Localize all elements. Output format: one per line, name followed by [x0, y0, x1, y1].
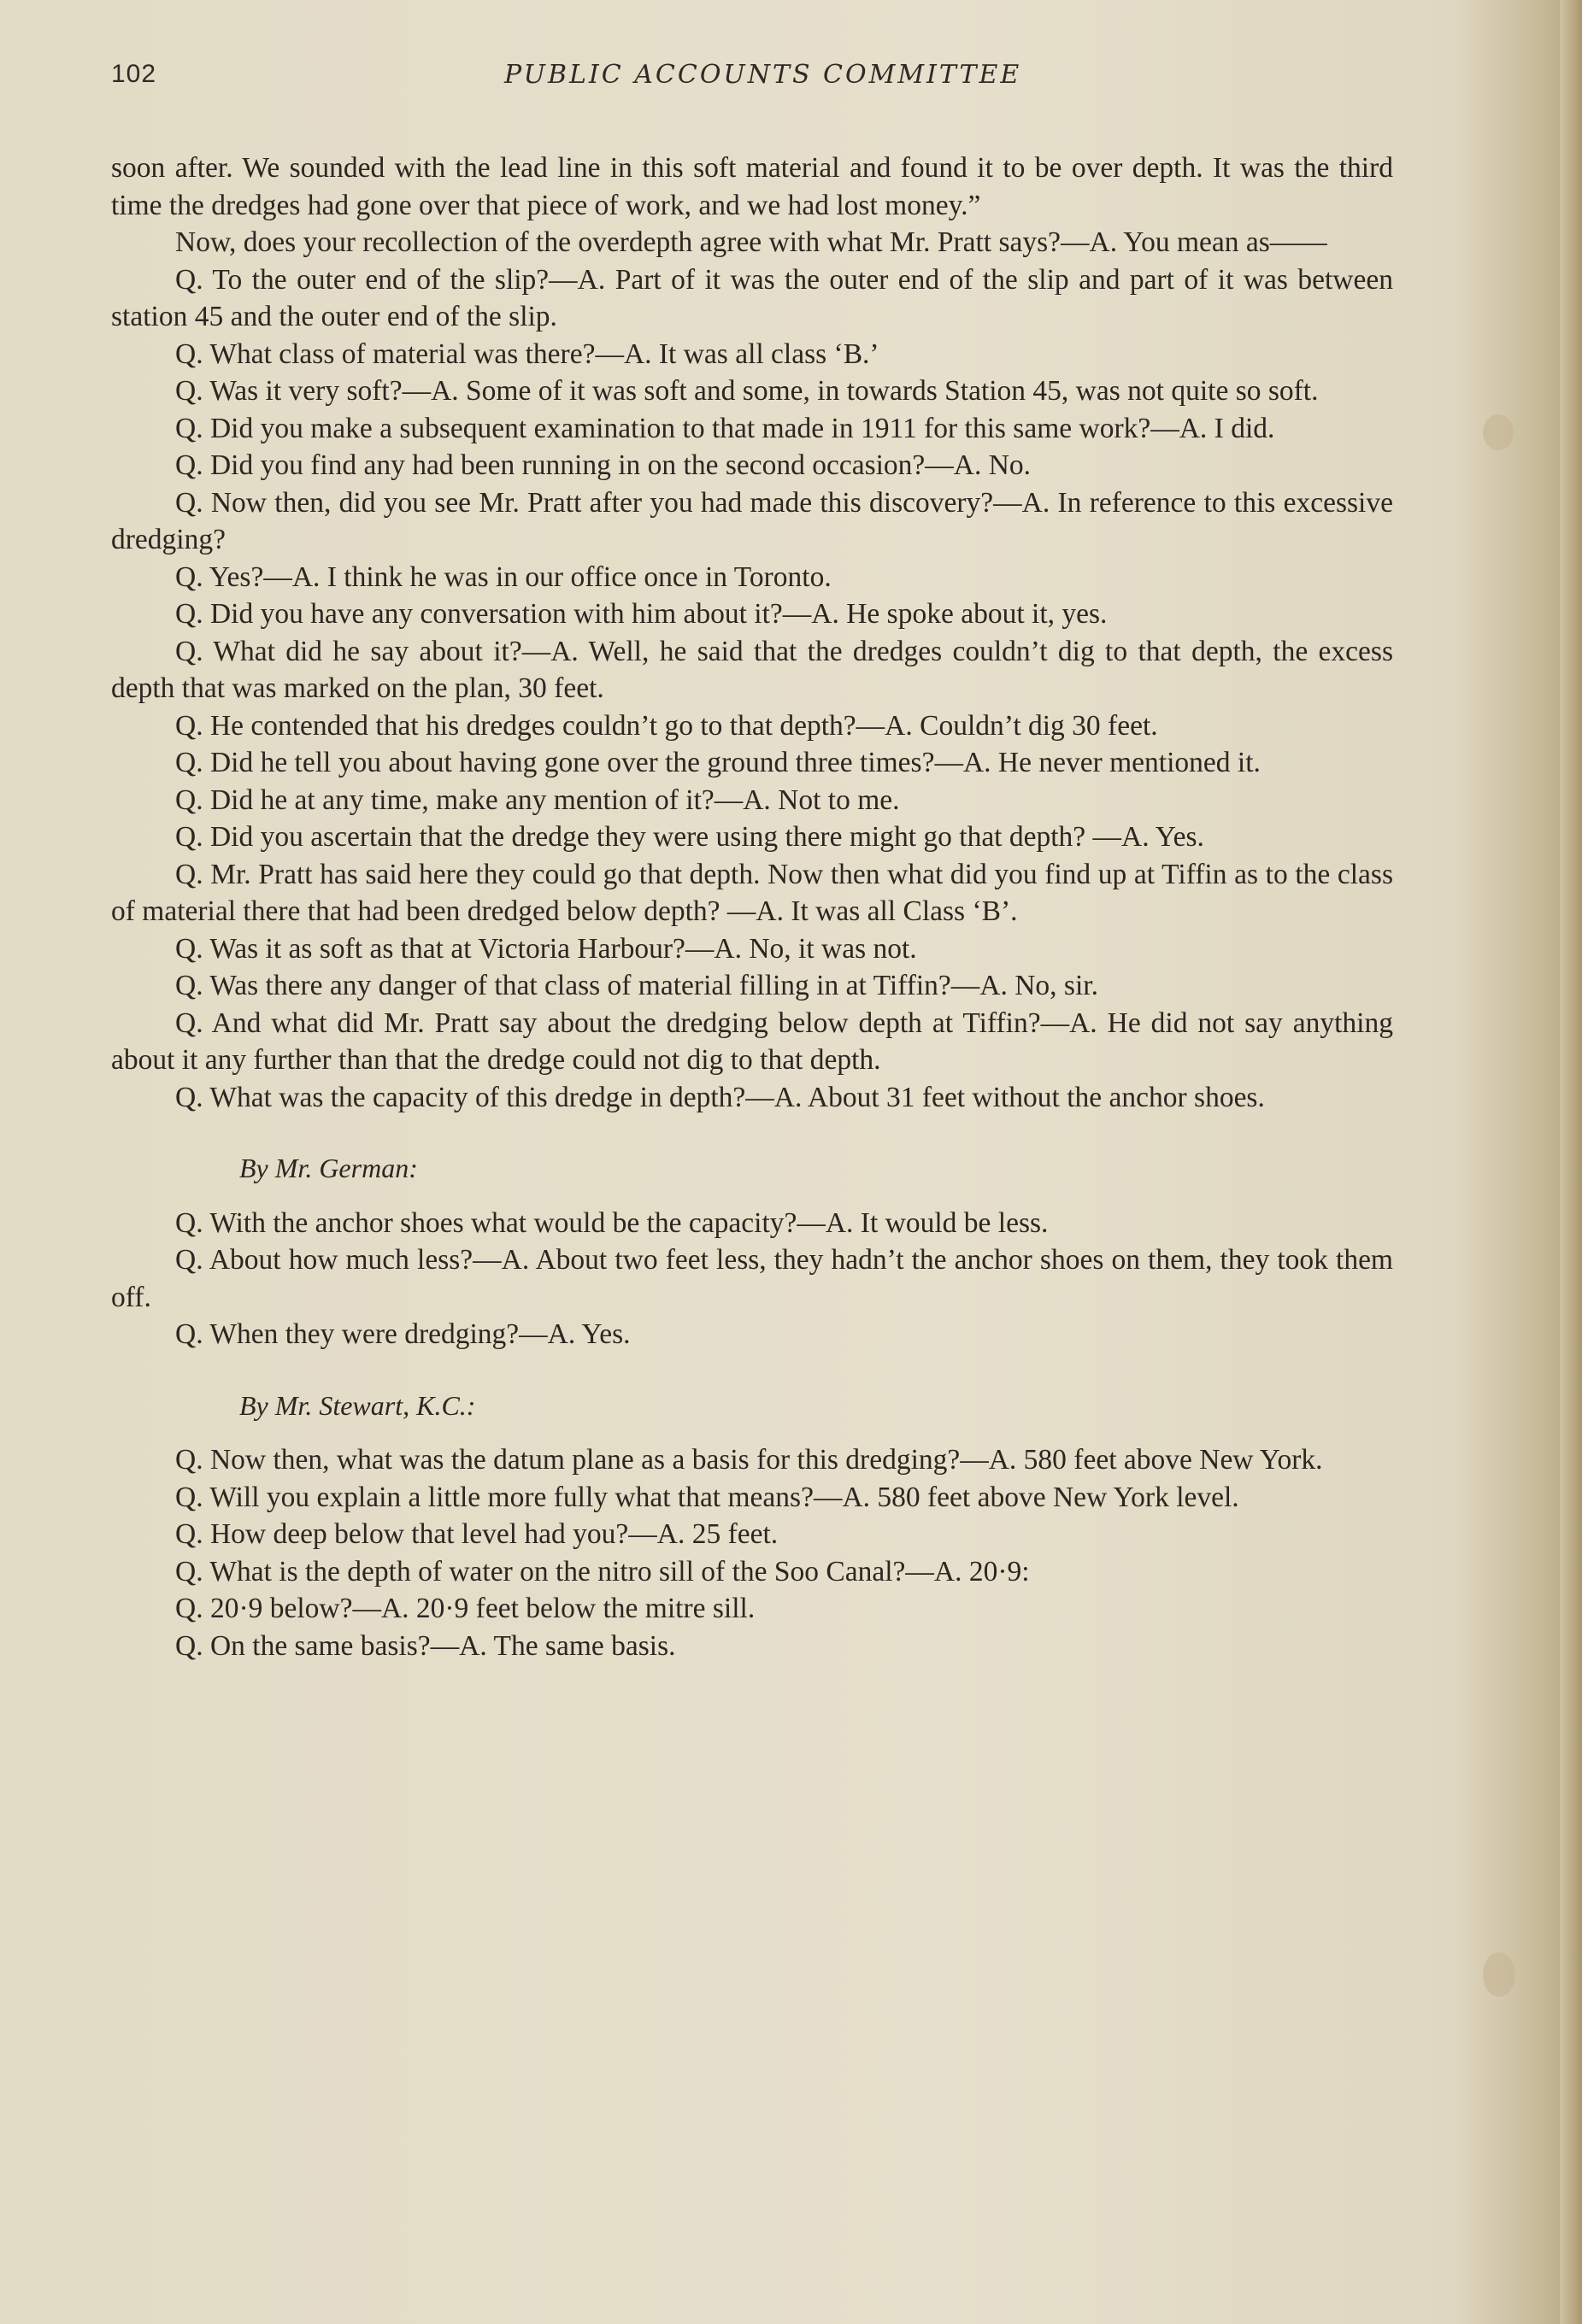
transcript-paragraph: soon after. We sounded with the lead line in this soft material and found it to be over depth. It was the third time the dredges had gone over that piece of work, and we had lost money.”	[111, 152, 1393, 221]
transcript-paragraph: Q. What did he say about it?—A. Well, he said that the dredges couldn’t dig to that depth, the excess depth that was marked on the plan, 30 feet.	[111, 635, 1393, 704]
margin-stain	[1483, 414, 1514, 450]
transcript-paragraph: Q. Did he tell you about having gone over the ground three times?—A. He never mentioned it.	[175, 747, 1261, 778]
transcript-paragraph: Q. About how much less?—A. About two feet less, they hadn’t the anchor shoes on them, they took them off.	[111, 1244, 1393, 1313]
transcript-paragraph: Q. How deep below that level had you?—A. 25 feet.	[175, 1518, 779, 1550]
transcript-body	[111, 150, 1393, 1664]
transcript-paragraph: Q. Did you ascertain that the dredge they were using there might go that depth? —A. Yes.	[175, 821, 1204, 853]
transcript-paragraph: Now, does your recollection of the overdepth agree with what Mr. Pratt says?—A. You mean as——	[175, 226, 1327, 258]
transcript-paragraph: Q. Was there any danger of that class of material filling in at Tiffin?—A. No, sir.	[175, 970, 1098, 1001]
transcript-paragraph: Q. Will you explain a little more fully what that means?—A. 580 feet above New York level.	[175, 1481, 1239, 1513]
transcript-paragraph: Q. Did he at any time, make any mention of it?—A. Not to me.	[175, 783, 900, 816]
transcript-paragraph: Q. Did you find any had been running in on the second occasion?—A. No.	[175, 449, 1032, 481]
transcript-paragraph: Q. Now then, what was the datum plane as a basis for this dredging?—A. 580 feet above New York.	[175, 1444, 1323, 1476]
page-number: 102	[111, 60, 157, 88]
page-edge	[1560, 0, 1582, 2324]
transcript-paragraph: Q. What is the depth of water on the nitro sill of the Soo Canal?—A. 20·9:	[175, 1555, 1030, 1587]
running-head: PUBLIC ACCOUNTS COMMITTEE	[504, 60, 1022, 90]
transcript-paragraph: Q. To the outer end of the slip?—A. Part of it was the outer end of the slip and part of it was between station 45 and the outer end of the slip.	[111, 263, 1393, 332]
page-header	[111, 60, 1393, 103]
transcript-paragraph: Q. With the anchor shoes what would be the capacity?—A. It would be less.	[175, 1206, 1049, 1239]
transcript-paragraph: Q. When they were dredging?—A. Yes.	[175, 1318, 631, 1350]
transcript-paragraph: Q. On the same basis?—A. The same basis.	[175, 1629, 676, 1662]
transcript-paragraph: Q. What class of material was there?—A. It was all class ‘B.’	[175, 337, 879, 370]
transcript-paragraph: Q. Mr. Pratt has said here they could go that depth. Now then what did you find up at Tiffin as to the class of material there that had been dredged below depth? —A. It was all Class ‘B’.	[111, 858, 1393, 927]
transcript-paragraph: Q. Now then, did you see Mr. Pratt after you had made this discovery?—A. In reference to this excessive dredging?	[111, 486, 1393, 555]
transcript-paragraph: Q. 20·9 below?—A. 20·9 feet below the mitre sill.	[175, 1593, 756, 1624]
transcript-paragraph: Q. And what did Mr. Pratt say about the dredging below depth at Tiffin?—A. He did not say anything about it any further than that the dredge could not dig to that depth.	[111, 1006, 1393, 1076]
speaker-heading: By Mr. German:	[239, 1153, 418, 1183]
transcript-paragraph: Q. He contended that his dredges couldn’t go to that depth?—A. Couldn’t dig 30 feet.	[175, 709, 1158, 742]
transcript-paragraph: Q. What was the capacity of this dredge in depth?—A. About 31 feet without the anchor shoes.	[175, 1081, 1265, 1113]
transcript-paragraph: Q. Was it as soft as that at Victoria Harbour?—A. No, it was not.	[175, 932, 917, 965]
margin-stain	[1483, 1952, 1515, 1997]
transcript-paragraph: Q. Did you have any conversation with him about it?—A. He spoke about it, yes.	[175, 598, 1108, 630]
speaker-heading: By Mr. Stewart, K.C.:	[239, 1389, 476, 1421]
transcript-paragraph: Q. Did you make a subsequent examination to that made in 1911 for this same work?—A. I did.	[175, 412, 1275, 444]
transcript-paragraph: Q. Was it very soft?—A. Some of it was soft and some, in towards Station 45, was not quite so soft.	[175, 375, 1319, 407]
transcript-paragraph: Q. Yes?—A. I think he was in our office once in Toronto.	[175, 560, 832, 593]
